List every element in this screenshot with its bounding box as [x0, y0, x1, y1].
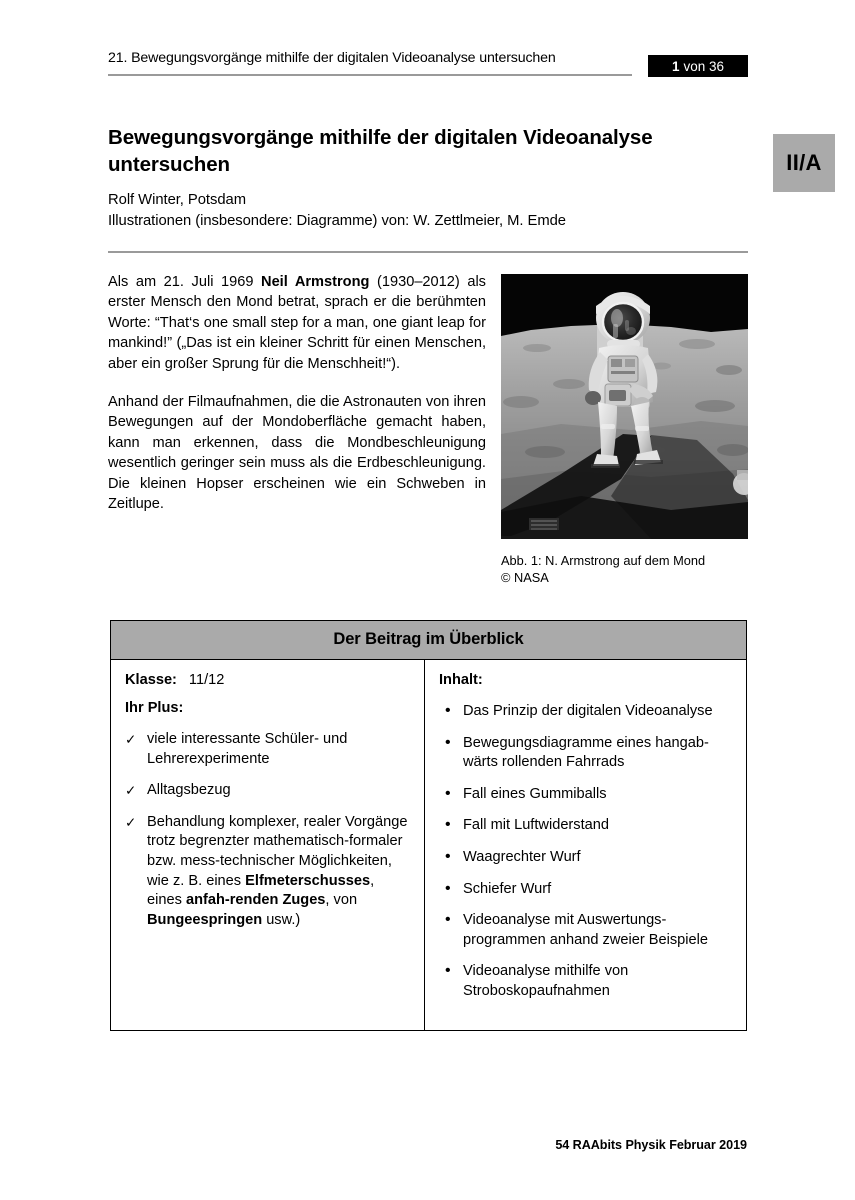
bullet-icon: •	[445, 784, 451, 802]
intro-paragraph-1	[108, 272, 486, 374]
content-label: Inhalt:	[439, 672, 483, 688]
list-item	[125, 730, 410, 769]
list-item	[439, 734, 734, 773]
author-line: Rolf Winter, Potsdam	[108, 192, 246, 208]
overview-right-column	[425, 660, 746, 1030]
list-item-label: Fall mit Luftwiderstand	[463, 817, 609, 834]
class-row	[125, 672, 410, 688]
li3-mid-2: , von	[325, 892, 358, 909]
li3-bold-3: Bungeespringen	[147, 911, 263, 928]
overview-table	[110, 620, 747, 1031]
title-divider	[108, 251, 748, 253]
list-item	[439, 816, 734, 836]
list-item-label: Bewegungsdiagramme eines hangab-wärts rollenden Fahrrads	[463, 734, 709, 771]
list-item-label: Videoanalyse mit Auswertungs-programmen anhand zweier Beispiele	[463, 912, 708, 948]
list-item	[439, 911, 734, 950]
li3-pre: Behandlung komplexer, realer Vorgänge trotz begrenzter mathematisch-formaler bzw. mess-technischer Möglichkeiten, wie z. B. eines	[147, 813, 408, 889]
class-label: Klasse:	[125, 672, 177, 688]
overview-heading: Der Beitrag im Überblick	[111, 621, 746, 660]
overview-left-column	[111, 660, 425, 1030]
running-head-text: 21. Bewegungsvorgänge mithilfe der digitalen Videoanalyse untersuchen	[108, 50, 556, 66]
list-item	[439, 880, 734, 900]
intro-p1-bold: Neil Armstrong	[261, 274, 370, 290]
li3-bold-1: Elfmeterschusses	[245, 872, 371, 889]
intro-p1-pre: Als am 21. Juli 1969	[108, 274, 262, 290]
bullet-icon: •	[445, 847, 451, 865]
page-total: von 36	[683, 58, 725, 74]
figure-caption-line1: Abb. 1: N. Armstrong auf dem Mond	[501, 553, 706, 568]
list-item-label: Fall eines Gummiballs	[463, 785, 607, 802]
list-item	[125, 813, 410, 931]
check-icon: ✓	[125, 732, 137, 747]
plus-label: Ihr Plus:	[125, 700, 184, 716]
page-title: Bewegungsvorgänge mithilfe der digitalen Videoanalyse untersuchen	[108, 126, 653, 176]
figure-caption-line2: © NASA	[501, 570, 549, 585]
list-item	[439, 702, 734, 722]
figure-image	[501, 274, 748, 539]
page-number: 1	[671, 58, 680, 74]
check-icon: ✓	[125, 814, 137, 830]
list-item-label: viele interessante Schüler- und Lehrerexperimente	[147, 731, 348, 767]
list-item-label: Alltagsbezug	[147, 782, 231, 799]
list-item-label: Waagrechter Wurf	[463, 848, 581, 865]
footer-text: 54 RAAbits Physik Februar 2019	[555, 1138, 747, 1152]
list-item-label	[147, 814, 407, 928]
level-badge: II/A	[773, 134, 835, 192]
check-icon: ✓	[125, 783, 137, 799]
li3-post: usw.)	[262, 911, 301, 928]
intro-p1-post: (1930–2012) als erster Mensch den Mond betrat, sprach er die berühmten Worte: “That‘s one small step for a man, one giant leap for mankind!” („Das ist ein kleiner Schritt für einen Menschen, aber ein großer Sprung für die Menschheit!“).	[108, 274, 486, 372]
plus-list	[125, 730, 410, 930]
bullet-icon: •	[445, 702, 451, 719]
astronaut-on-moon-photo	[501, 274, 748, 539]
content-list	[439, 702, 734, 1002]
class-value: 11/12	[188, 672, 225, 688]
list-item-label: Schiefer Wurf	[463, 880, 552, 897]
li3-mid-1: , eines	[147, 872, 375, 909]
bullet-icon: •	[445, 816, 451, 834]
overview-body	[111, 660, 746, 1030]
list-item	[439, 785, 734, 805]
page-number-badge	[648, 55, 748, 77]
list-item	[439, 848, 734, 868]
bullet-icon: •	[445, 879, 451, 897]
intro-paragraph-2: Anhand der Filmaufnahmen, die die Astronauten von ihren Bewegungen auf der Mondoberfläche gemacht haben, kann man erkennen, dass die Mondbeschleunigung wesentlich geringer sein muss als die Erdbeschleunigung. Die kleinen Hopser erscheinen wie ein Schweben in Zeitlupe.	[108, 394, 486, 513]
bullet-icon: •	[445, 733, 451, 751]
illustrations-line: Illustrationen (insbesondere: Diagramme) von: W. Zettlmeier, M. Emde	[108, 213, 566, 229]
figure-caption	[501, 552, 761, 586]
bullet-icon: •	[445, 962, 451, 980]
running-head-rule	[108, 74, 632, 76]
li3-bold-2: anfah-renden Zuges	[185, 892, 326, 909]
list-item-label: Das Prinzip der digitalen Videoanalyse	[463, 703, 713, 719]
list-item	[125, 781, 410, 801]
intro-text	[108, 272, 486, 514]
list-item-label: Videoanalyse mithilfe von Stroboskopaufnahmen	[463, 963, 629, 999]
list-item	[439, 962, 734, 1001]
bullet-icon: •	[445, 911, 451, 929]
